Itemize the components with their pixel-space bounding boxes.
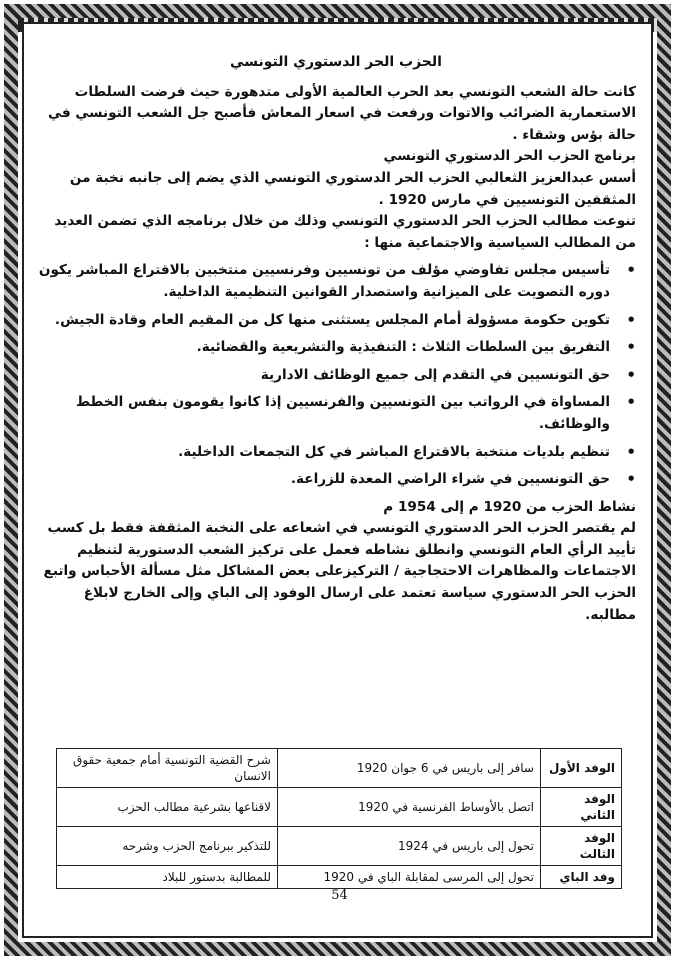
delegation-purpose: شرح القضية التونسية أمام جمعية حقوق الانسان [57, 749, 278, 788]
delegation-purpose: لاقناعها بشرعية مطالب الحزب [57, 788, 278, 827]
delegation-name: الوفد الأول [541, 749, 622, 788]
intro-paragraph: كانت حالة الشعب التونسي بعد الحرب العالمية الأولى متدهورة حيث فرضت السلطات الاستعمارية الضرائب والاتوات ورفعت في اسعار المعاش فأصبح جل الشعب التونسي في حالة بؤس وشقاء . [48, 83, 636, 143]
delegation-name: الوفد الثالث [541, 827, 622, 866]
list-item: • المساواة في الرواتب بين التونسيين والفرنسيين إذا كانوا يقومون بنفس الخطط والوظائف. [36, 392, 636, 435]
delegation-action: سافر إلى باريس في 6 جوان 1920 [278, 749, 541, 788]
document-body [36, 52, 636, 626]
demands-list [36, 260, 636, 490]
delegation-purpose: للتذكير ببرنامج الحزب وشرحه [57, 827, 278, 866]
delegation-action: تحول إلى باريس في 1924 [278, 827, 541, 866]
page-number: 54 [331, 888, 348, 903]
delegation-action: اتصل بالأوساط الفرنسية في 1920 [278, 788, 541, 827]
table-row [57, 749, 622, 788]
page-title: الحزب الحر الدستوري التونسي [230, 54, 442, 70]
activity-heading: نشاط الحزب من 1920 م إلى 1954 م [383, 498, 636, 515]
delegation-purpose: للمطالبة بدستور للبلاد [57, 866, 278, 889]
list-item: • التفريق بين السلطات الثلاث : التنفيذية والتشريعية والقضائية. [36, 337, 636, 359]
table-row [57, 788, 622, 827]
activity-paragraph: لم يقتصر الحزب الحر الدستوري التونسي في اشعاعه على النخبة المثقفة فقط بل كسب تأييد الرأي العام التونسي وانطلق نشاطه فعمل على تركيز الشعب الدستورية لتنظيم الاجتماعات والمظاهرات الاحتجاجية / التركيزعلى بعض المشاكل مثل مسألة الأحباس واتبع الحزب الحر الدستوري سياسة تعتمد على ارسال الوفود إلى الباي وإلى الخارج لابلاغ مطالبه. [43, 520, 636, 623]
list-item: • تكوين حكومة مسؤولة أمام المجلس يستثنى منها كل من المقيم العام وقادة الجيش. [36, 310, 636, 332]
demands-intro: تنوعت مطالب الحزب الحر الدستوري التونسي وذلك من خلال برنامجه الذي تضمن العديد من المطالب السياسية والاجتماعية منها : [54, 213, 636, 251]
list-item: • تأسيس مجلس تفاوضي مؤلف من تونسيين وفرنسيين منتخبين بالاقتراع المباشر يكون دوره التصويت على الميزانية واستصدار القوانين التنظيمية الداخلية. [36, 260, 636, 303]
program-heading: برنامج الحزب الحر الدستوري التونسي [383, 148, 636, 165]
table-row [57, 866, 622, 889]
delegation-name: الوفد الثاني [541, 788, 622, 827]
list-item: • حق التونسيين في شراء الراضي المعدة للزراعة. [36, 469, 636, 491]
founding-paragraph: أسس عبدالعزيز الثعالبي الحزب الحر الدستوري التونسي الذي يضم إلى جانبه نخبة من المثقفين التونسيين في مارس 1920 . [69, 169, 636, 208]
list-item: • حق التونسيين في التقدم إلى جميع الوظائف الادارية [36, 365, 636, 387]
list-item: • تنظيم بلديات منتخبة بالاقتراع المباشر في كل التجمعات الداخلية. [36, 442, 636, 464]
delegation-name: وفد الباي [541, 866, 622, 889]
delegations-table [56, 748, 622, 889]
delegation-action: تحول إلى المرسى لمقابلة الباي في 1920 [278, 866, 541, 889]
table-row [57, 827, 622, 866]
